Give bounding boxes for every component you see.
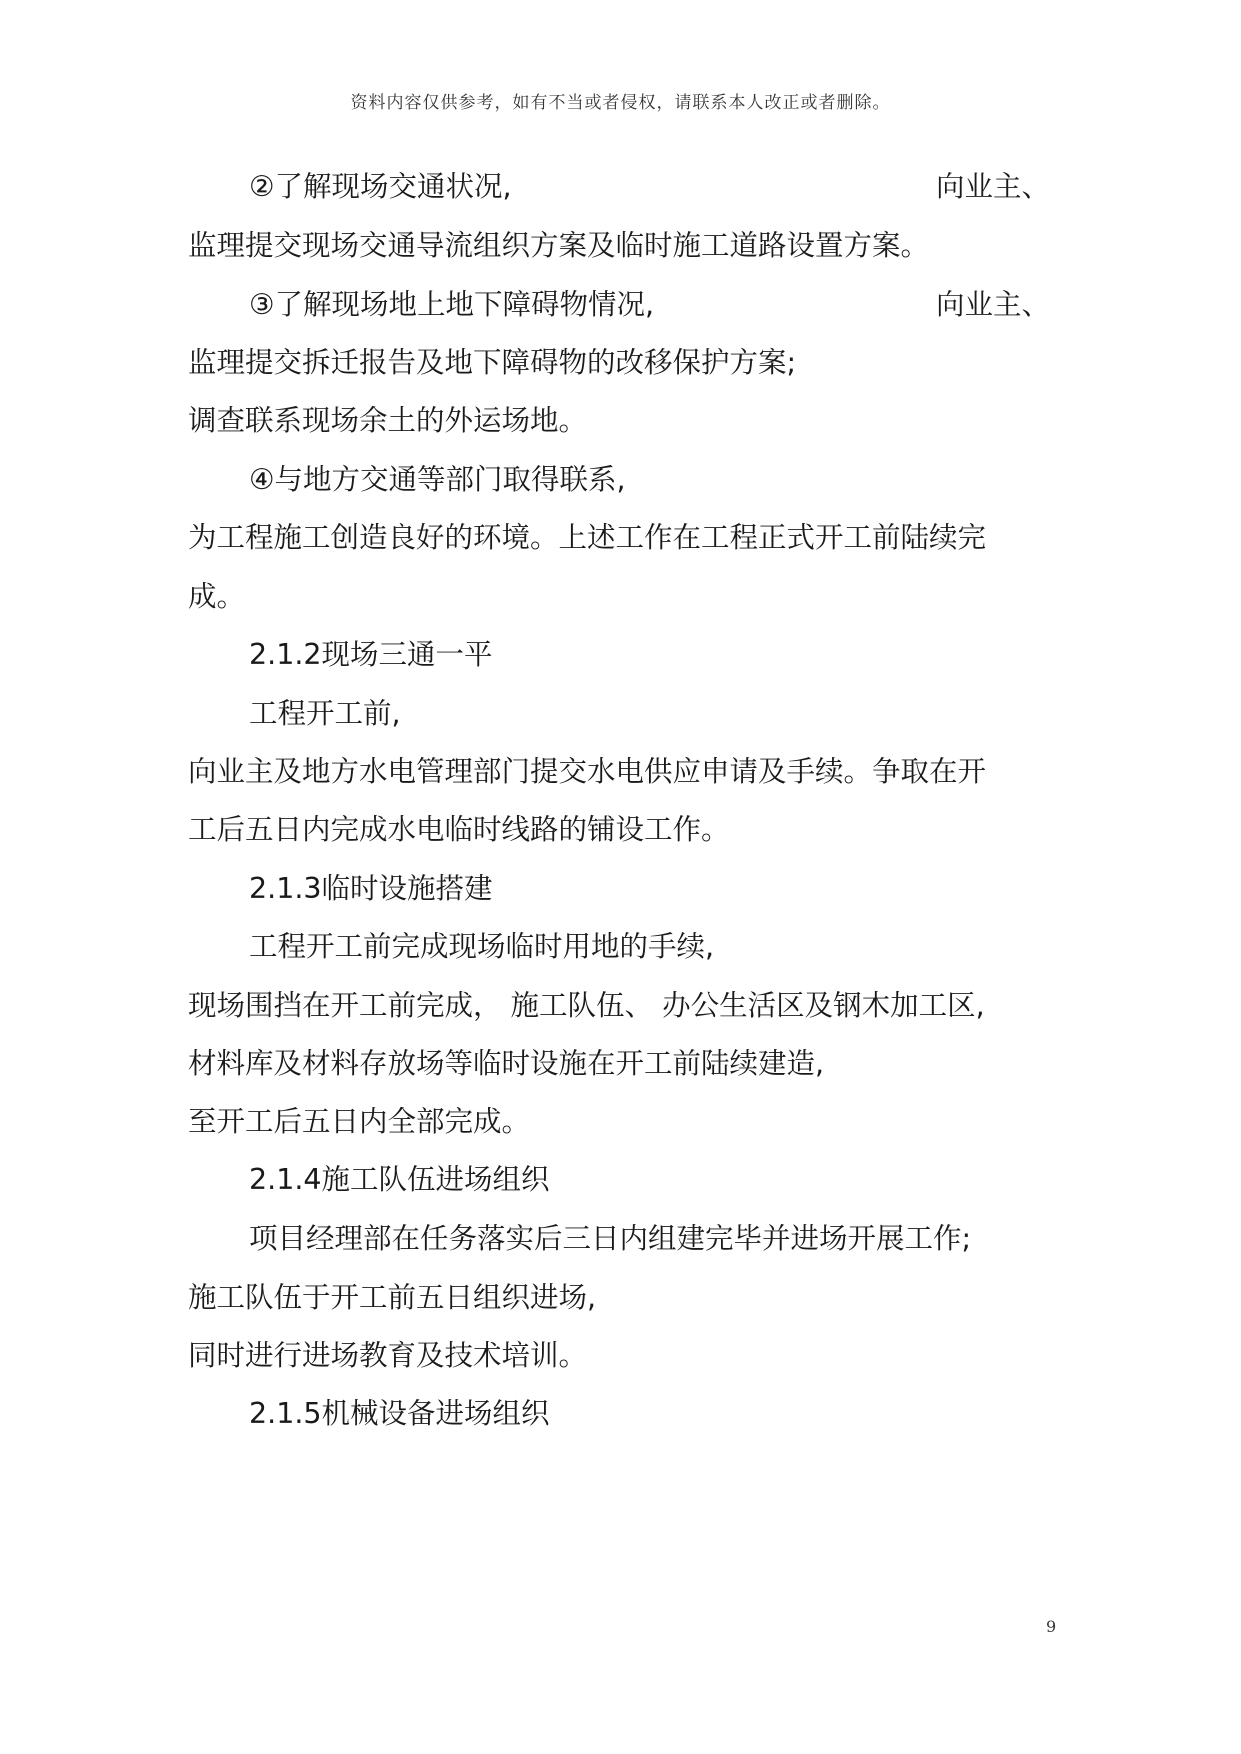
- paragraph-line: 工程开工前完成现场临时用地的手续,: [249, 930, 715, 963]
- section-heading: 2.1.3临时设施搭建: [249, 872, 493, 905]
- paragraph-line: 项目经理部在任务落实后三日内组建完毕并进场开展工作;: [249, 1222, 972, 1255]
- paragraph-line: ③了解现场地上地下障碍物情况,: [249, 288, 655, 321]
- page-number: 9: [1046, 1617, 1057, 1636]
- paragraph-line: 向业主及地方水电管理部门提交水电供应申请及手续。争取在开: [188, 755, 987, 788]
- paragraph-line: 监理提交现场交通导流组织方案及临时施工道路设置方案。: [188, 229, 930, 262]
- paragraph-line: 至开工后五日内全部完成。: [188, 1105, 531, 1138]
- paragraph-line: 工后五日内完成水电临时线路的铺设工作。: [188, 813, 730, 846]
- paragraph-line: 成。: [188, 580, 246, 613]
- paragraph-line: 材料库及材料存放场等临时设施在开工前陆续建造,: [188, 1047, 825, 1080]
- paragraph-line: ②了解现场交通状况,: [249, 170, 512, 203]
- section-heading: 2.1.2现场三通一平: [249, 638, 493, 671]
- paragraph-line: ④与地方交通等部门取得联系,: [249, 463, 626, 496]
- section-heading: 2.1.4施工队伍进场组织: [249, 1163, 550, 1196]
- paragraph-line: 向业主、: [936, 170, 1051, 203]
- section-heading: 2.1.5机械设备进场组织: [249, 1397, 550, 1430]
- paragraph-line: 工程开工前,: [249, 697, 401, 730]
- paragraph-line: 为工程施工创造良好的环境。上述工作在工程正式开工前陆续完: [188, 521, 987, 554]
- paragraph-line: 监理提交拆迁报告及地下障碍物的改移保护方案;: [188, 346, 797, 379]
- document-header-notice: 资料内容仅供参考，如有不当或者侵权，请联系本人改正或者删除。: [350, 93, 891, 113]
- paragraph-line: 向业主、: [936, 288, 1051, 321]
- paragraph-line: 现场围挡在开工前完成， 施工队伍、 办公生活区及钢木加工区,: [188, 989, 985, 1022]
- paragraph-line: 同时进行进场教育及技术培训。: [188, 1339, 588, 1372]
- paragraph-line: 施工队伍于开工前五日组织进场,: [188, 1281, 597, 1314]
- paragraph-line: 调查联系现场余土的外运场地。: [188, 404, 588, 437]
